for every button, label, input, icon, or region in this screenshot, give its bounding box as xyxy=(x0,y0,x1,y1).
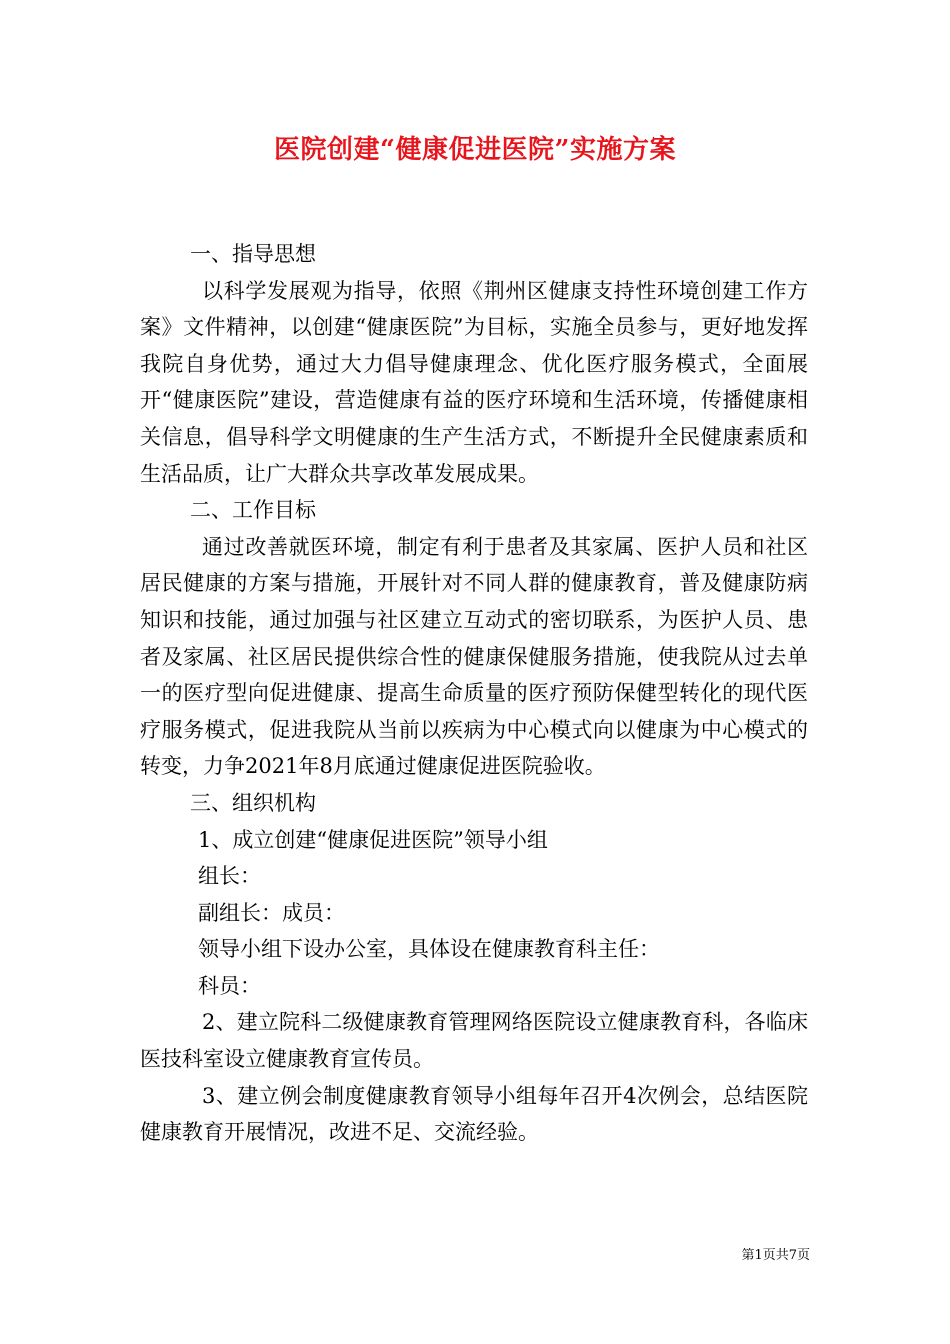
section-heading-organization: 三、组织机构 xyxy=(190,790,316,815)
list-item-meeting-system: 3、建立例会制度健康教育领导小组每年召开4次例会，总结医院健康教育开展情况，改进不足、交流经验。 xyxy=(140,1083,808,1145)
paragraph-work-goals: 通过改善就医环境，制定有利于患者及其家属、医护人员和社区居民健康的方案与措施，开展针对不同人群的健康教育，普及健康防病知识和技能，通过加强与社区建立互动式的密切联系，为医护人员、患者及家属、社区居民提供综合性的健康保健服务措施，使我院从过去单一的医疗型向促进健康、提高生命质量的医疗预防保健型转化的现代医疗服务模式，促进我院从当前以疾病为中心模式向以健康为中心模式的转变，力争2021年8月底通过健康促进医院验收。 xyxy=(140,534,808,779)
list-item-management-network: 2、建立院科二级健康教育管理网络医院设立健康教育科，各临床医技科室设立健康教育宣传员。 xyxy=(140,1010,808,1072)
document-body xyxy=(140,236,808,1151)
field-staff: 科员： xyxy=(198,973,261,998)
field-deputy-members: 副组长：成员： xyxy=(198,900,345,925)
paragraph-guiding-ideology: 以科学发展观为指导，依照《荆州区健康支持性环境创建工作方案》文件精神，以创建“健康医院”为目标，实施全员参与，更好地发挥我院自身优势，通过大力倡导健康理念、优化医疗服务模式，全面展开“健康医院”建设，营造健康有益的医疗环境和生活环境，传播健康相关信息，倡导科学文明健康的生产生活方式，不断提升全民健康素质和生活品质，让广大群众共享改革发展成果。 xyxy=(140,278,808,486)
section-heading-guiding-ideology: 一、指导思想 xyxy=(190,242,316,266)
field-office: 领导小组下设办公室，具体设在健康教育科主任： xyxy=(198,937,660,962)
list-item-leading-group: 1、成立创建“健康促进医院”领导小组 xyxy=(198,827,548,852)
section-heading-work-goals: 二、工作目标 xyxy=(190,498,316,523)
document-title: 医院创建“健康促进医院”实施方案 xyxy=(274,135,676,165)
page-number xyxy=(690,1247,810,1265)
page-number-label: 第1页共7页 xyxy=(741,1248,810,1263)
field-leader: 组长： xyxy=(198,864,261,889)
